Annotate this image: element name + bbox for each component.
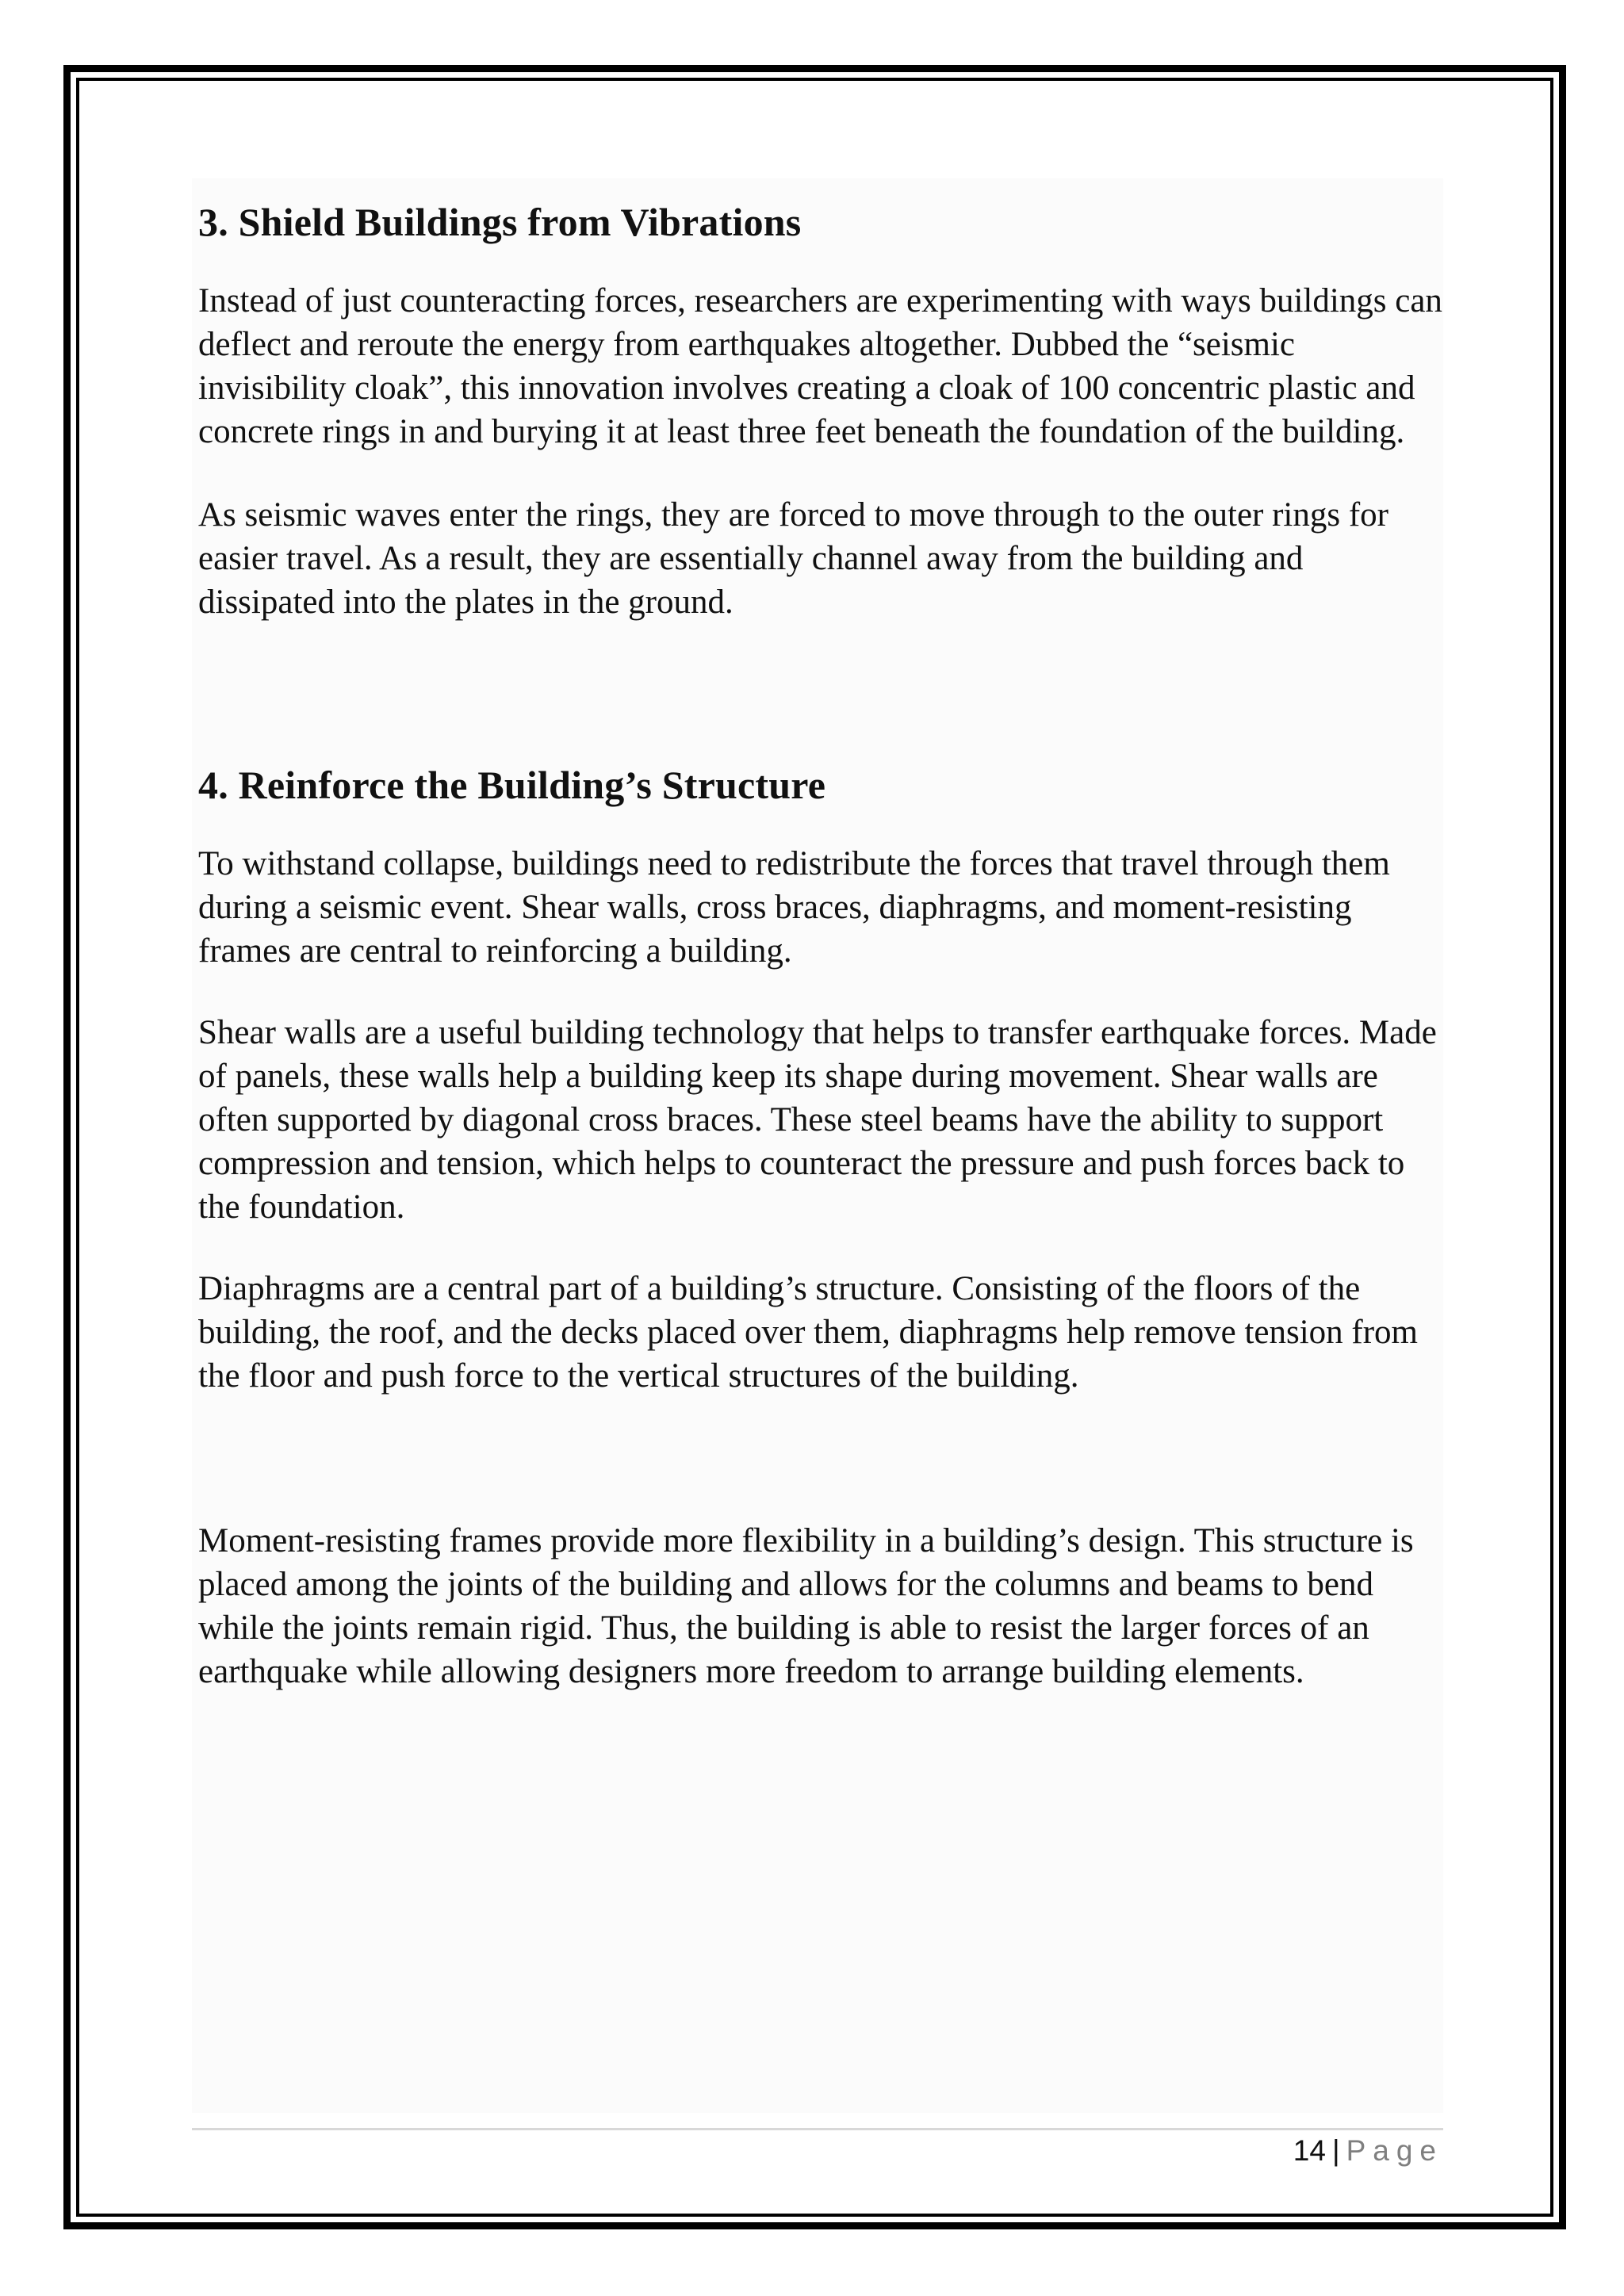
page-label: Page xyxy=(1346,2134,1443,2167)
page-content xyxy=(198,197,1443,1693)
page-footer xyxy=(1293,2134,1443,2168)
paragraph: Moment-resisting frames provide more flexibility in a building’s design. This structure is placed among the joints of the building and allows for the columns and beams to bend while the joints remain rigid. Thus, the building is able to resist the larger forces of an earthquake while allowing designers more freedom to arrange building elements. xyxy=(198,1522,1414,1690)
paragraph: Shear walls are a useful building technology that helps to transfer earthquake forces. Made of panels, these walls help a building keep its shape during movement. Shear walls are often supported by diagonal cross braces. These steel beams have the ability to support compression and tension, which helps to counteract the pressure and push forces back to the foundation. xyxy=(198,1014,1437,1226)
section-heading: 3. Shield Buildings from Vibrations xyxy=(198,200,802,244)
section-heading: 4. Reinforce the Building’s Structure xyxy=(198,763,826,807)
footer-divider xyxy=(192,2128,1443,2130)
paragraph: Diaphragms are a central part of a building’s structure. Consisting of the floors of the building, the roof, and the decks placed over them, diaphragms help remove tension from the floor and push force to the vertical structures of the building. xyxy=(198,1270,1419,1395)
paragraph: As seismic waves enter the rings, they are forced to move through to the outer rings for easier travel. As a result, they are essentially channel away from the building and dissipated into the plates in the ground. xyxy=(198,496,1388,621)
page-number: 14 xyxy=(1293,2134,1326,2167)
section-shield-buildings xyxy=(198,197,1443,624)
paragraph: Instead of just counteracting forces, researchers are experimenting with ways buildings can deflect and reroute the energy from earthquakes altogether. Dubbed the “seismic invisibility cloak”, this innovation involves creating a cloak of 100 concentric plastic and concrete rings in and burying it at least three feet beneath the foundation of the building. xyxy=(198,282,1442,450)
paragraph: To withstand collapse, buildings need to redistribute the forces that travel through them during a seismic event. Shear walls, cross braces, diaphragms, and moment-resisting frames are central to reinforcing a building. xyxy=(198,845,1390,970)
footer-separator: | xyxy=(1331,2134,1340,2167)
section-reinforce-structure xyxy=(198,760,1443,1693)
